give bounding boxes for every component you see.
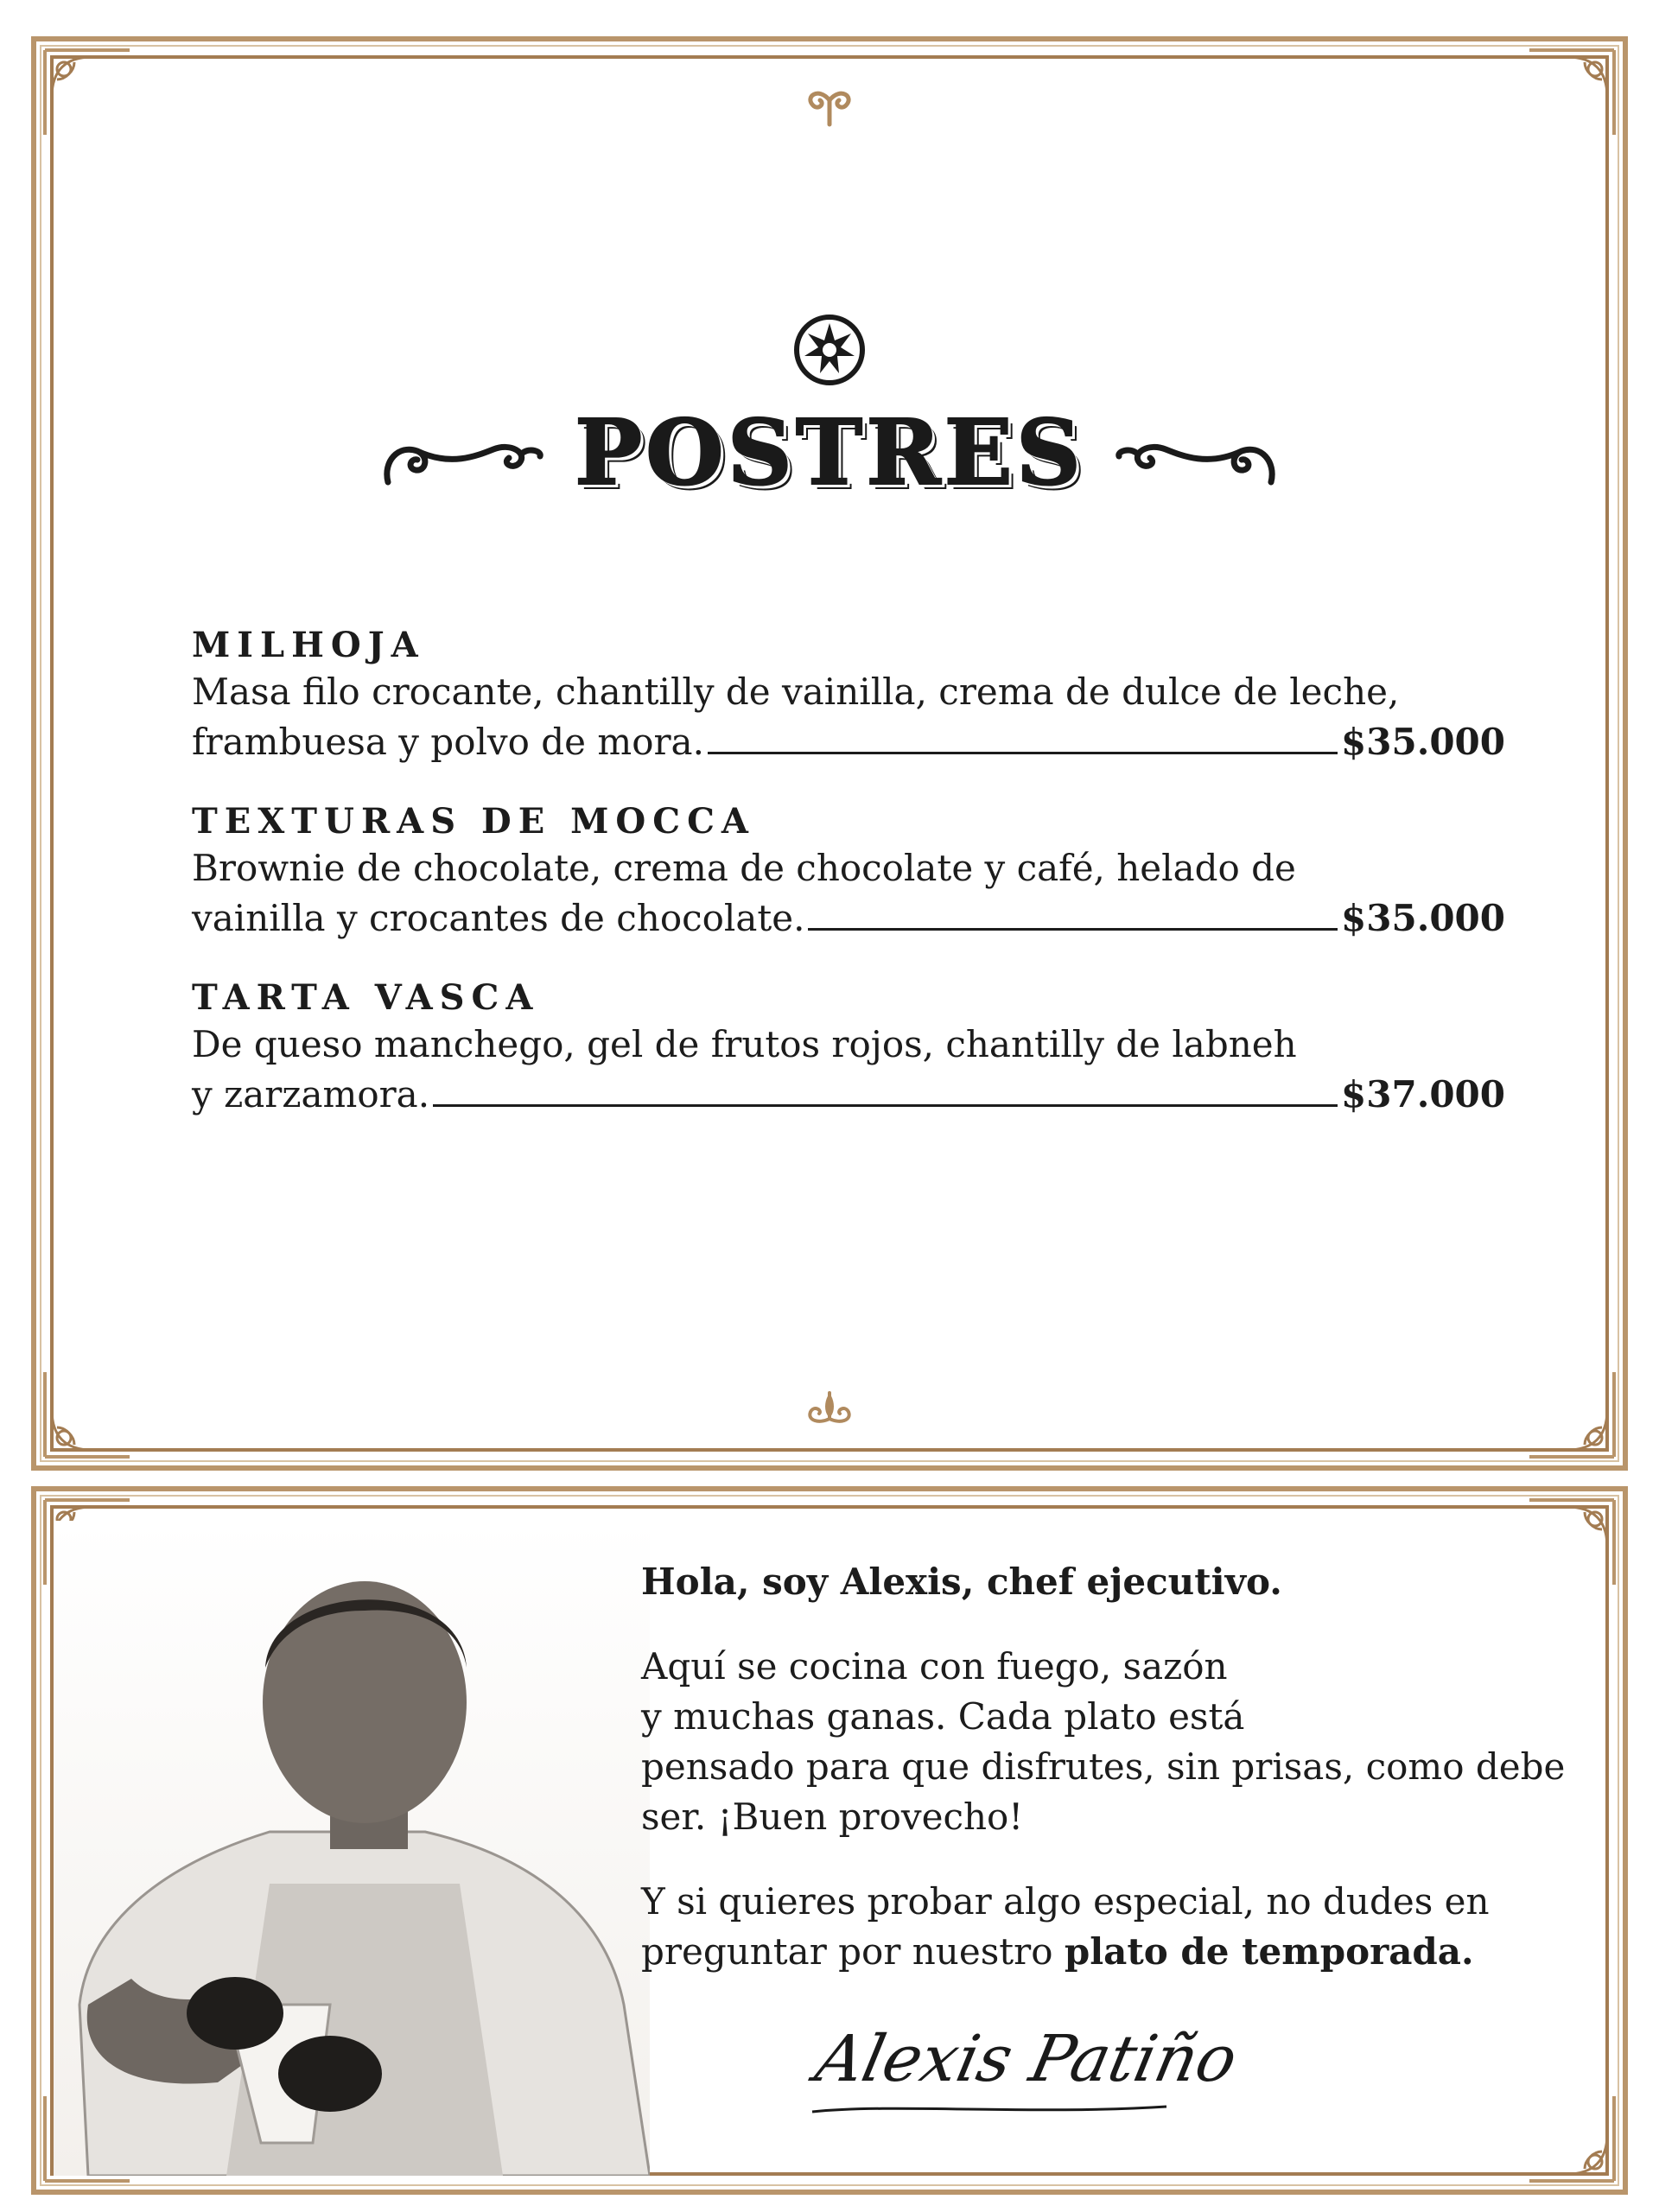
item-desc-line: vainilla y crocantes de chocolate. [192, 897, 805, 939]
menu-list [192, 624, 1505, 1153]
item-name: TARTA VASCA [192, 977, 540, 1018]
item-name: MILHOJA [192, 625, 425, 665]
item-price: $35.000 [1341, 721, 1505, 763]
item-description [192, 843, 1505, 944]
chef-greeting: Hola, soy Alexis, chef ejecutivo. [641, 1560, 1282, 1603]
highlight-text: plato de temporada. [1064, 1930, 1474, 1973]
item-name: TEXTURAS DE MOCCA [192, 801, 755, 842]
chef-paragraph-2 [641, 1877, 1592, 1977]
title-row [31, 399, 1628, 505]
scroll-left-icon [381, 418, 545, 487]
flourish-bottom-icon [802, 1389, 857, 1426]
menu-item [192, 976, 1505, 1120]
paragraph-line: preguntar por nuestro [641, 1930, 1065, 1973]
section-title: POSTRES [574, 399, 1085, 505]
chef-panel [31, 1486, 1628, 2195]
chef-paragraph-1 [641, 1642, 1592, 1842]
menu-panel [31, 36, 1628, 1471]
price-leader [808, 899, 1338, 931]
item-desc-line: frambuesa y polvo de mora. [192, 721, 704, 763]
corner-ornament-icon [40, 1367, 135, 1462]
chef-signature: Alexis Patiño [809, 2022, 1244, 2096]
corner-ornament-icon [1524, 45, 1619, 140]
paragraph-line: y muchas ganas. Cada plato está [641, 1695, 1245, 1738]
price-leader [433, 1075, 1338, 1107]
item-desc-line: Masa filo crocante, chantilly de vainilla, crema de dulce de leche, [192, 671, 1400, 713]
flourish-top-icon [799, 85, 860, 128]
chef-photo [54, 1521, 650, 2176]
menu-item [192, 800, 1505, 944]
item-price: $35.000 [1341, 897, 1505, 939]
corner-ornament-icon [1524, 2091, 1619, 2186]
paragraph-line: Aquí se cocina con fuego, sazón [641, 1645, 1228, 1688]
item-desc-line: Brownie de chocolate, crema de chocolate y café, helado de [192, 847, 1296, 889]
item-description [192, 1020, 1505, 1120]
price-leader [708, 722, 1338, 754]
paragraph-line: ser. ¡Buen provecho! [641, 1796, 1024, 1838]
corner-ornament-icon [40, 45, 135, 140]
item-desc-line: y zarzamora. [192, 1073, 430, 1116]
chef-message [641, 1557, 1592, 2012]
paragraph-line: Y si quieres probar algo especial, no dudes en [641, 1880, 1490, 1923]
star-medallion-icon [791, 311, 868, 389]
item-description [192, 667, 1505, 767]
item-desc-line: De queso manchego, gel de frutos rojos, chantilly de labneh [192, 1023, 1297, 1065]
paragraph-line: pensado para que disfrutes, sin prisas, como debe [641, 1745, 1566, 1788]
menu-item [192, 624, 1505, 767]
corner-ornament-icon [1524, 1367, 1619, 1462]
scroll-right-icon [1114, 418, 1278, 487]
item-price: $37.000 [1341, 1073, 1505, 1116]
signature-flourish [809, 2100, 1172, 2117]
